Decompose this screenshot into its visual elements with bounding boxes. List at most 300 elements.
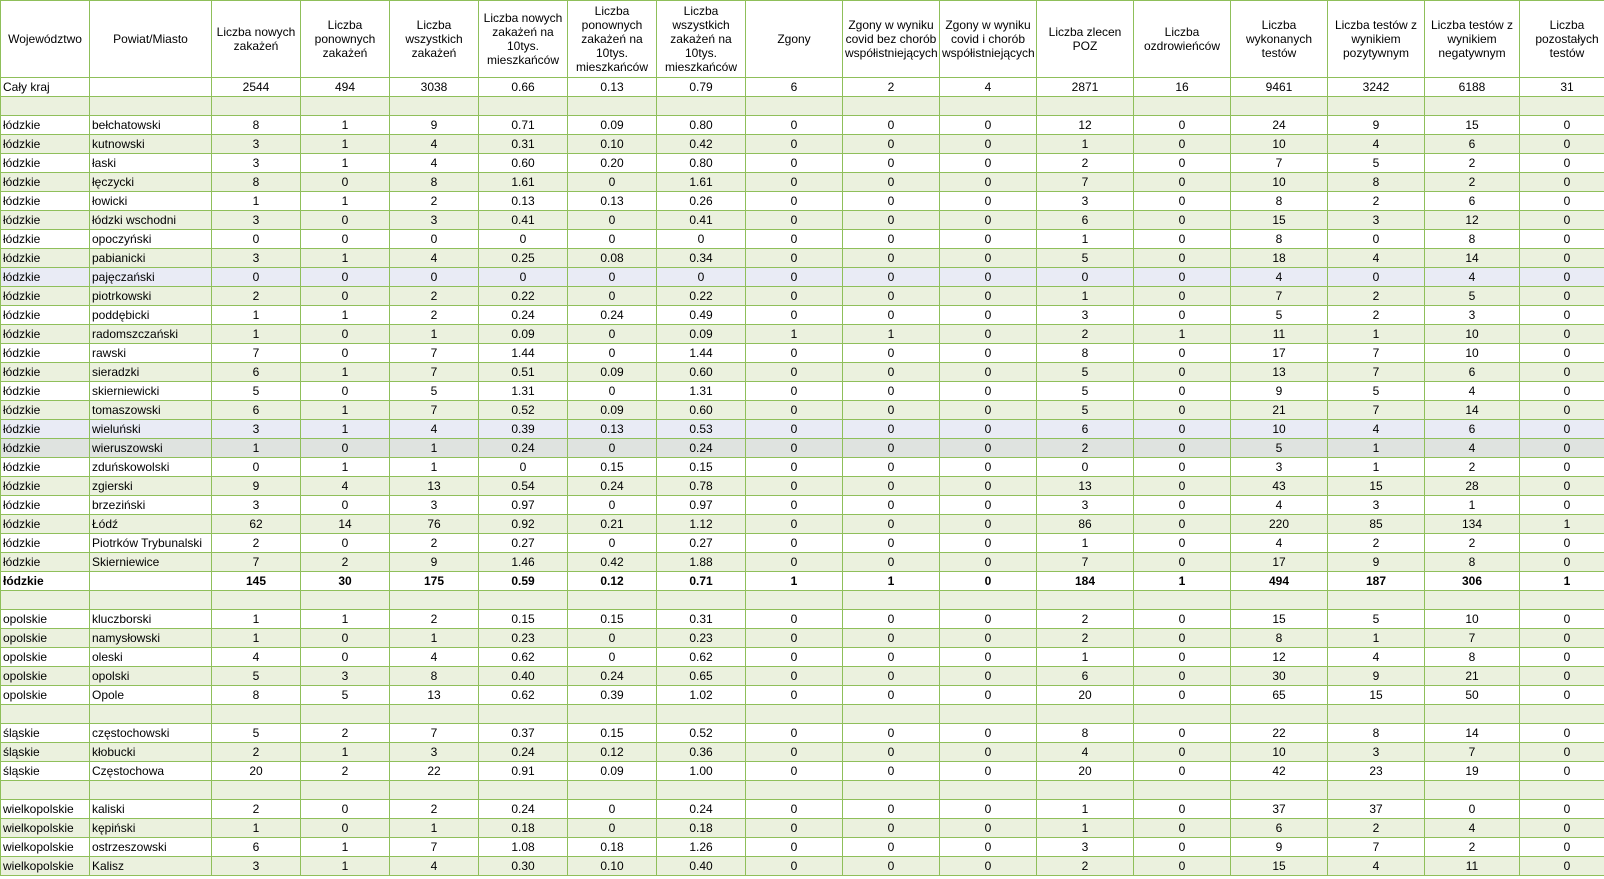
value-cell: 6 [1037, 211, 1134, 230]
value-cell: 1.61 [479, 173, 568, 192]
value-cell: 20 [212, 762, 301, 781]
value-cell: 3 [212, 249, 301, 268]
value-cell: 0.21 [568, 515, 657, 534]
empty-cell [1328, 781, 1425, 800]
voivodeship-cell: łódzkie [1, 287, 90, 306]
value-cell: 10 [1231, 135, 1328, 154]
table-row [1, 439, 1604, 458]
value-cell: 1 [390, 458, 479, 477]
table-row [1, 610, 1604, 629]
value-cell: 0.40 [479, 667, 568, 686]
column-header: Liczba ponownych zakażeń [301, 1, 390, 78]
value-cell: 6 [212, 363, 301, 382]
value-cell: 0 [746, 800, 843, 819]
empty-cell [940, 591, 1037, 610]
table-row [1, 629, 1604, 648]
district-cell: rawski [90, 344, 212, 363]
empty-cell [212, 781, 301, 800]
table-row [1, 819, 1604, 838]
voivodeship-cell: opolskie [1, 648, 90, 667]
empty-cell [1231, 781, 1328, 800]
value-cell: 0.40 [657, 857, 746, 876]
value-cell: 5 [212, 724, 301, 743]
value-cell: 0 [1520, 211, 1604, 230]
district-cell: zduńskowolski [90, 458, 212, 477]
value-cell: 4 [1328, 249, 1425, 268]
value-cell: 0 [940, 477, 1037, 496]
empty-cell [479, 781, 568, 800]
voivodeship-cell: opolskie [1, 686, 90, 705]
value-cell: 0.09 [568, 762, 657, 781]
value-cell: 0 [843, 154, 940, 173]
value-cell: 1 [843, 325, 940, 344]
value-cell: 0 [746, 439, 843, 458]
value-cell: 0.15 [568, 610, 657, 629]
value-cell: 0 [843, 173, 940, 192]
value-cell: 2 [212, 800, 301, 819]
value-cell: 4 [390, 249, 479, 268]
empty-cell [1328, 591, 1425, 610]
district-cell: oleski [90, 648, 212, 667]
value-cell: 43 [1231, 477, 1328, 496]
value-cell: 1 [1328, 458, 1425, 477]
value-cell: 6 [212, 401, 301, 420]
value-cell: 0.15 [568, 724, 657, 743]
value-cell: 0.20 [568, 154, 657, 173]
empty-cell [657, 591, 746, 610]
value-cell: 2 [1037, 857, 1134, 876]
value-cell: 0.41 [479, 211, 568, 230]
value-cell: 0 [746, 401, 843, 420]
value-cell: 23 [1328, 762, 1425, 781]
value-cell: 0 [1134, 553, 1231, 572]
value-cell: 1 [1328, 325, 1425, 344]
value-cell: 22 [390, 762, 479, 781]
voivodeship-cell: łódzkie [1, 363, 90, 382]
value-cell: 0 [843, 135, 940, 154]
voivodeship-cell: łódzkie [1, 135, 90, 154]
value-cell: 145 [212, 572, 301, 591]
table-row [1, 534, 1604, 553]
value-cell: 12 [1037, 116, 1134, 135]
value-cell: 0 [843, 439, 940, 458]
value-cell: 0.62 [479, 648, 568, 667]
value-cell: 2 [1425, 458, 1520, 477]
empty-cell [1134, 781, 1231, 800]
value-cell: 0.10 [568, 135, 657, 154]
value-cell: 12 [1425, 211, 1520, 230]
value-cell: 9461 [1231, 78, 1328, 97]
voivodeship-cell: łódzkie [1, 344, 90, 363]
value-cell: 0 [1520, 667, 1604, 686]
value-cell: 1.61 [657, 173, 746, 192]
value-cell: 0.78 [657, 477, 746, 496]
value-cell: 0 [843, 458, 940, 477]
value-cell: 0 [1134, 306, 1231, 325]
value-cell: 0.23 [657, 629, 746, 648]
value-cell: 0.54 [479, 477, 568, 496]
value-cell: 2 [1037, 325, 1134, 344]
value-cell: 0 [1134, 135, 1231, 154]
value-cell: 4 [390, 135, 479, 154]
value-cell: 0.59 [479, 572, 568, 591]
value-cell: 13 [390, 477, 479, 496]
value-cell: 0 [301, 211, 390, 230]
voivodeship-cell: łódzkie [1, 325, 90, 344]
value-cell: 0 [940, 534, 1037, 553]
table-row [1, 800, 1604, 819]
value-cell: 10 [1425, 344, 1520, 363]
value-cell: 0 [746, 743, 843, 762]
value-cell: 3 [212, 857, 301, 876]
value-cell: 3 [1037, 496, 1134, 515]
value-cell: 30 [1231, 667, 1328, 686]
value-cell: 4 [1037, 743, 1134, 762]
value-cell: 8 [212, 686, 301, 705]
value-cell: 0.24 [479, 306, 568, 325]
value-cell: 0 [301, 230, 390, 249]
column-header: Zgony w wyniku covid bez chorób współistniejących [843, 1, 940, 78]
value-cell: 0 [1520, 116, 1604, 135]
value-cell: 6 [1037, 420, 1134, 439]
voivodeship-cell: wielkopolskie [1, 838, 90, 857]
table-row [1, 268, 1604, 287]
voivodeship-cell: łódzkie [1, 401, 90, 420]
value-cell: 7 [212, 344, 301, 363]
value-cell: 0 [1520, 743, 1604, 762]
value-cell: 6 [1037, 667, 1134, 686]
empty-cell [746, 705, 843, 724]
value-cell: 0 [1134, 762, 1231, 781]
value-cell: 0 [940, 249, 1037, 268]
value-cell: 0 [1520, 553, 1604, 572]
value-cell: 0 [1520, 401, 1604, 420]
value-cell: 3 [1037, 306, 1134, 325]
value-cell: 8 [1425, 553, 1520, 572]
value-cell: 8 [1231, 192, 1328, 211]
column-header: Liczba wszystkich zakażeń [390, 1, 479, 78]
value-cell: 0.42 [568, 553, 657, 572]
value-cell: 0.09 [568, 401, 657, 420]
value-cell: 0 [1134, 249, 1231, 268]
value-cell: 8 [1037, 724, 1134, 743]
value-cell: 1 [1328, 439, 1425, 458]
column-header: Liczba ozdrowieńców [1134, 1, 1231, 78]
value-cell: 0 [1520, 477, 1604, 496]
value-cell: 0 [746, 686, 843, 705]
value-cell: 0 [940, 401, 1037, 420]
value-cell: 0 [1134, 401, 1231, 420]
value-cell: 9 [390, 116, 479, 135]
district-cell: łowicki [90, 192, 212, 211]
value-cell: 7 [390, 344, 479, 363]
value-cell: 0 [1134, 211, 1231, 230]
empty-cell [390, 705, 479, 724]
value-cell: 7 [1425, 743, 1520, 762]
voivodeship-cell: łódzkie [1, 306, 90, 325]
value-cell: 4 [1328, 648, 1425, 667]
value-cell: 7 [1425, 629, 1520, 648]
value-cell: 3 [1425, 306, 1520, 325]
value-cell: 5 [1037, 382, 1134, 401]
value-cell: 0 [1134, 819, 1231, 838]
value-cell: 0 [843, 686, 940, 705]
value-cell: 0 [746, 724, 843, 743]
empty-cell [90, 591, 212, 610]
value-cell: 0 [1520, 439, 1604, 458]
voivodeship-cell: łódzkie [1, 477, 90, 496]
value-cell: 7 [1231, 154, 1328, 173]
value-cell: 1 [212, 325, 301, 344]
value-cell: 0 [940, 724, 1037, 743]
value-cell: 1 [1037, 534, 1134, 553]
district-cell: łaski [90, 154, 212, 173]
table-row [1, 648, 1604, 667]
value-cell: 0 [1134, 686, 1231, 705]
value-cell: 0 [940, 211, 1037, 230]
value-cell: 0 [1134, 800, 1231, 819]
voivodeship-cell: wielkopolskie [1, 857, 90, 876]
value-cell: 0 [940, 420, 1037, 439]
empty-cell [1425, 97, 1520, 116]
value-cell: 4 [390, 154, 479, 173]
value-cell: 7 [1231, 287, 1328, 306]
table-row [1, 249, 1604, 268]
value-cell: 0 [1134, 382, 1231, 401]
district-cell: kaliski [90, 800, 212, 819]
value-cell: 1 [301, 192, 390, 211]
table-row [1, 344, 1604, 363]
value-cell: 0 [1134, 743, 1231, 762]
table-body [1, 78, 1604, 876]
value-cell: 1 [1328, 629, 1425, 648]
value-cell: 2544 [212, 78, 301, 97]
value-cell: 14 [1425, 724, 1520, 743]
voivodeship-cell: Cały kraj [1, 78, 90, 97]
value-cell: 0 [746, 344, 843, 363]
value-cell: 0 [746, 534, 843, 553]
value-cell: 0 [1520, 648, 1604, 667]
district-cell: ostrzeszowski [90, 838, 212, 857]
value-cell: 3 [1037, 192, 1134, 211]
empty-cell [568, 591, 657, 610]
empty-cell [746, 591, 843, 610]
value-cell: 0.15 [657, 458, 746, 477]
value-cell: 8 [212, 173, 301, 192]
value-cell: 0.37 [479, 724, 568, 743]
value-cell: 0.13 [568, 420, 657, 439]
district-cell: pajęczański [90, 268, 212, 287]
value-cell: 0 [746, 363, 843, 382]
value-cell: 0 [843, 287, 940, 306]
value-cell: 8 [1425, 648, 1520, 667]
value-cell: 16 [1134, 78, 1231, 97]
value-cell: 0 [940, 648, 1037, 667]
value-cell: 15 [1231, 857, 1328, 876]
value-cell: 7 [1328, 401, 1425, 420]
empty-cell [301, 781, 390, 800]
voivodeship-cell: łódzkie [1, 420, 90, 439]
value-cell: 3 [390, 211, 479, 230]
value-cell: 0 [1520, 496, 1604, 515]
value-cell: 2 [1328, 192, 1425, 211]
table-row [1, 724, 1604, 743]
column-header: Powiat/Miasto [90, 1, 212, 78]
value-cell: 0.24 [568, 477, 657, 496]
value-cell: 24 [1231, 116, 1328, 135]
value-cell: 14 [301, 515, 390, 534]
value-cell: 1 [1037, 135, 1134, 154]
value-cell: 0 [746, 819, 843, 838]
value-cell: 10 [1231, 173, 1328, 192]
empty-cell [657, 781, 746, 800]
value-cell: 0.13 [568, 192, 657, 211]
column-header: Województwo [1, 1, 90, 78]
value-cell: 0 [746, 496, 843, 515]
value-cell: 0.09 [568, 116, 657, 135]
table-row [1, 192, 1604, 211]
value-cell: 0.26 [657, 192, 746, 211]
value-cell: 0 [1520, 154, 1604, 173]
value-cell: 4 [1425, 268, 1520, 287]
value-cell: 11 [1231, 325, 1328, 344]
district-cell: Kalisz [90, 857, 212, 876]
value-cell: 10 [1231, 420, 1328, 439]
value-cell: 0.31 [479, 135, 568, 154]
value-cell: 0 [940, 325, 1037, 344]
value-cell: 0 [1328, 268, 1425, 287]
table-row [1, 325, 1604, 344]
empty-cell [746, 781, 843, 800]
table-row [1, 135, 1604, 154]
empty-cell [843, 705, 940, 724]
value-cell: 4 [1231, 496, 1328, 515]
value-cell: 0 [940, 268, 1037, 287]
value-cell: 0.71 [657, 572, 746, 591]
voivodeship-cell: łódzkie [1, 496, 90, 515]
value-cell: 2 [301, 724, 390, 743]
value-cell: 42 [1231, 762, 1328, 781]
value-cell: 2 [301, 762, 390, 781]
value-cell: 0.24 [479, 439, 568, 458]
value-cell: 0.30 [479, 857, 568, 876]
value-cell: 0 [1134, 287, 1231, 306]
empty-cell [940, 781, 1037, 800]
value-cell: 12 [1231, 648, 1328, 667]
value-cell: 17 [1231, 344, 1328, 363]
value-cell: 0 [568, 819, 657, 838]
value-cell: 13 [1037, 477, 1134, 496]
value-cell: 0.80 [657, 154, 746, 173]
value-cell: 1 [746, 325, 843, 344]
value-cell: 20 [1037, 686, 1134, 705]
district-cell: opoczyński [90, 230, 212, 249]
district-cell: wieruszowski [90, 439, 212, 458]
empty-cell [212, 97, 301, 116]
value-cell: 2 [390, 306, 479, 325]
voivodeship-cell: łódzkie [1, 173, 90, 192]
district-cell: wieluński [90, 420, 212, 439]
value-cell: 0 [940, 382, 1037, 401]
value-cell: 2 [1037, 154, 1134, 173]
value-cell: 0 [1134, 154, 1231, 173]
value-cell: 1 [1037, 800, 1134, 819]
value-cell: 4 [1231, 534, 1328, 553]
value-cell: 0 [568, 325, 657, 344]
value-cell: 0 [1520, 762, 1604, 781]
table-row [1, 420, 1604, 439]
value-cell: 0 [1520, 249, 1604, 268]
voivodeship-cell: łódzkie [1, 230, 90, 249]
value-cell: 0 [940, 686, 1037, 705]
value-cell: 1 [301, 249, 390, 268]
value-cell: 9 [1328, 116, 1425, 135]
value-cell: 0.10 [568, 857, 657, 876]
value-cell: 0 [1134, 648, 1231, 667]
value-cell: 0 [301, 382, 390, 401]
value-cell: 0 [568, 648, 657, 667]
value-cell: 3038 [390, 78, 479, 97]
value-cell: 0.39 [479, 420, 568, 439]
value-cell: 0 [843, 762, 940, 781]
value-cell: 2 [1425, 534, 1520, 553]
value-cell: 1 [746, 572, 843, 591]
value-cell: 8 [1328, 724, 1425, 743]
value-cell: 0 [1134, 515, 1231, 534]
value-cell: 0 [390, 268, 479, 287]
value-cell: 0 [746, 857, 843, 876]
value-cell: 4 [390, 420, 479, 439]
value-cell: 0 [301, 268, 390, 287]
value-cell: 0 [843, 648, 940, 667]
value-cell: 1 [1134, 325, 1231, 344]
voivodeship-cell: łódzkie [1, 439, 90, 458]
empty-cell [1425, 781, 1520, 800]
value-cell: 1 [1037, 230, 1134, 249]
table-row [1, 382, 1604, 401]
value-cell: 7 [390, 838, 479, 857]
value-cell: 7 [1328, 344, 1425, 363]
value-cell: 28 [1425, 477, 1520, 496]
voivodeship-cell: łódzkie [1, 116, 90, 135]
value-cell: 0.09 [479, 325, 568, 344]
value-cell: 0.62 [657, 648, 746, 667]
value-cell: 1 [212, 629, 301, 648]
value-cell: 0 [843, 743, 940, 762]
value-cell: 1 [301, 838, 390, 857]
value-cell: 7 [1037, 173, 1134, 192]
value-cell: 3 [212, 420, 301, 439]
value-cell: 10 [1425, 325, 1520, 344]
value-cell: 0 [940, 838, 1037, 857]
column-header: Liczba ponownych zakażeń na 10tys. mieszkańców [568, 1, 657, 78]
value-cell: 0 [301, 819, 390, 838]
value-cell: 5 [212, 667, 301, 686]
value-cell: 1 [301, 363, 390, 382]
value-cell: 7 [212, 553, 301, 572]
value-cell: 0 [1520, 287, 1604, 306]
value-cell: 0 [940, 439, 1037, 458]
value-cell: 0.24 [657, 439, 746, 458]
value-cell: 5 [1037, 401, 1134, 420]
value-cell: 0 [940, 344, 1037, 363]
value-cell: 0 [1037, 458, 1134, 477]
table-row [1, 458, 1604, 477]
district-cell: częstochowski [90, 724, 212, 743]
value-cell: 8 [1328, 173, 1425, 192]
value-cell: 0 [843, 344, 940, 363]
district-cell: bełchatowski [90, 116, 212, 135]
